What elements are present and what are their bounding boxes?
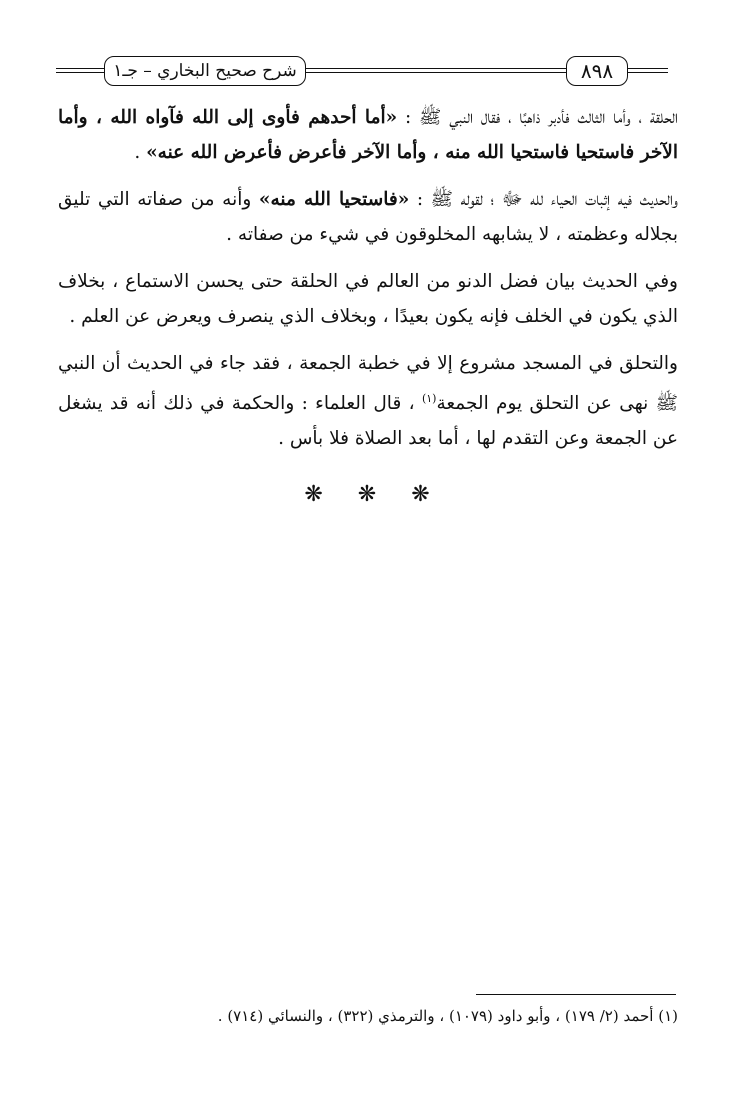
hadith-quote: «أما أحدهم فأوى إلى الله فآواه الله ، وأما الآخر فاستحيا فاستحيا الله منه ، وأما الآخر فأعرض فأعرض الله عنه» — [58, 107, 678, 163]
footnote-marker[interactable]: (١) — [421, 392, 437, 405]
paragraph-4 — [58, 346, 678, 456]
paragraph-2-tail: وأنه من صفاته التي تليق بجلاله وعظمته ، لا يشابهه المخلوقون في شيء من صفاته . — [58, 189, 678, 245]
hadith-quote-short: «فاستحيا الله منه» — [258, 189, 410, 210]
paragraph-3 — [58, 264, 678, 334]
paragraph-1-text: الحلقة ، وأما الثالث فأدبر ذاهبًا ، فقال النبي ﷺ : — [397, 107, 678, 128]
paragraph-1 — [58, 100, 678, 170]
header-rule-right — [628, 68, 668, 73]
paragraph-1-tail: . — [134, 142, 147, 163]
paragraph-2 — [58, 182, 678, 252]
header-rule-left — [56, 68, 104, 73]
paragraph-4-tail: ، قال العلماء : والحكمة في ذلك أنه قد يشغل عن الجمعة وعن التقدم لها ، أما بعد الصلاة فلا بأس . — [58, 393, 678, 450]
paragraph-3-text: وفي الحديث بيان فضل الدنو من العالم في الحلقة حتى يحسن الاستماع ، بخلاف الذي يكون في الخلف فإنه يكون بعيدًا ، وبخلاف الذي ينصرف ويعرض عن العلم . — [58, 271, 678, 327]
main-text — [58, 100, 678, 468]
header-rule-middle — [306, 68, 566, 73]
page-number: ٨٩٨ — [566, 56, 628, 86]
paragraph-4-text: والتحلق في المسجد مشروع إلا في خطبة الجمعة ، فقد جاء في الحديث أن النبي ﷺ نهى عن التحلق يوم الجمعة — [58, 353, 678, 415]
book-title: شرح صحيح البخاري – جـ١ — [104, 56, 306, 86]
footnote: (١) أحمد (٢/ ١٧٩) ، وأبو داود (١٠٧٩) ، والترمذي (٣٢٢) ، والنسائي (٧١٤) . — [217, 1007, 678, 1025]
paragraph-2-text: والحديث فيه إثبات الحياء لله ﷻ ؛ لقوله ﷺ : — [409, 189, 678, 210]
page-header — [56, 56, 668, 88]
section-separator: ❋ ❋ ❋ — [304, 482, 444, 507]
footnote-rule — [476, 994, 676, 995]
